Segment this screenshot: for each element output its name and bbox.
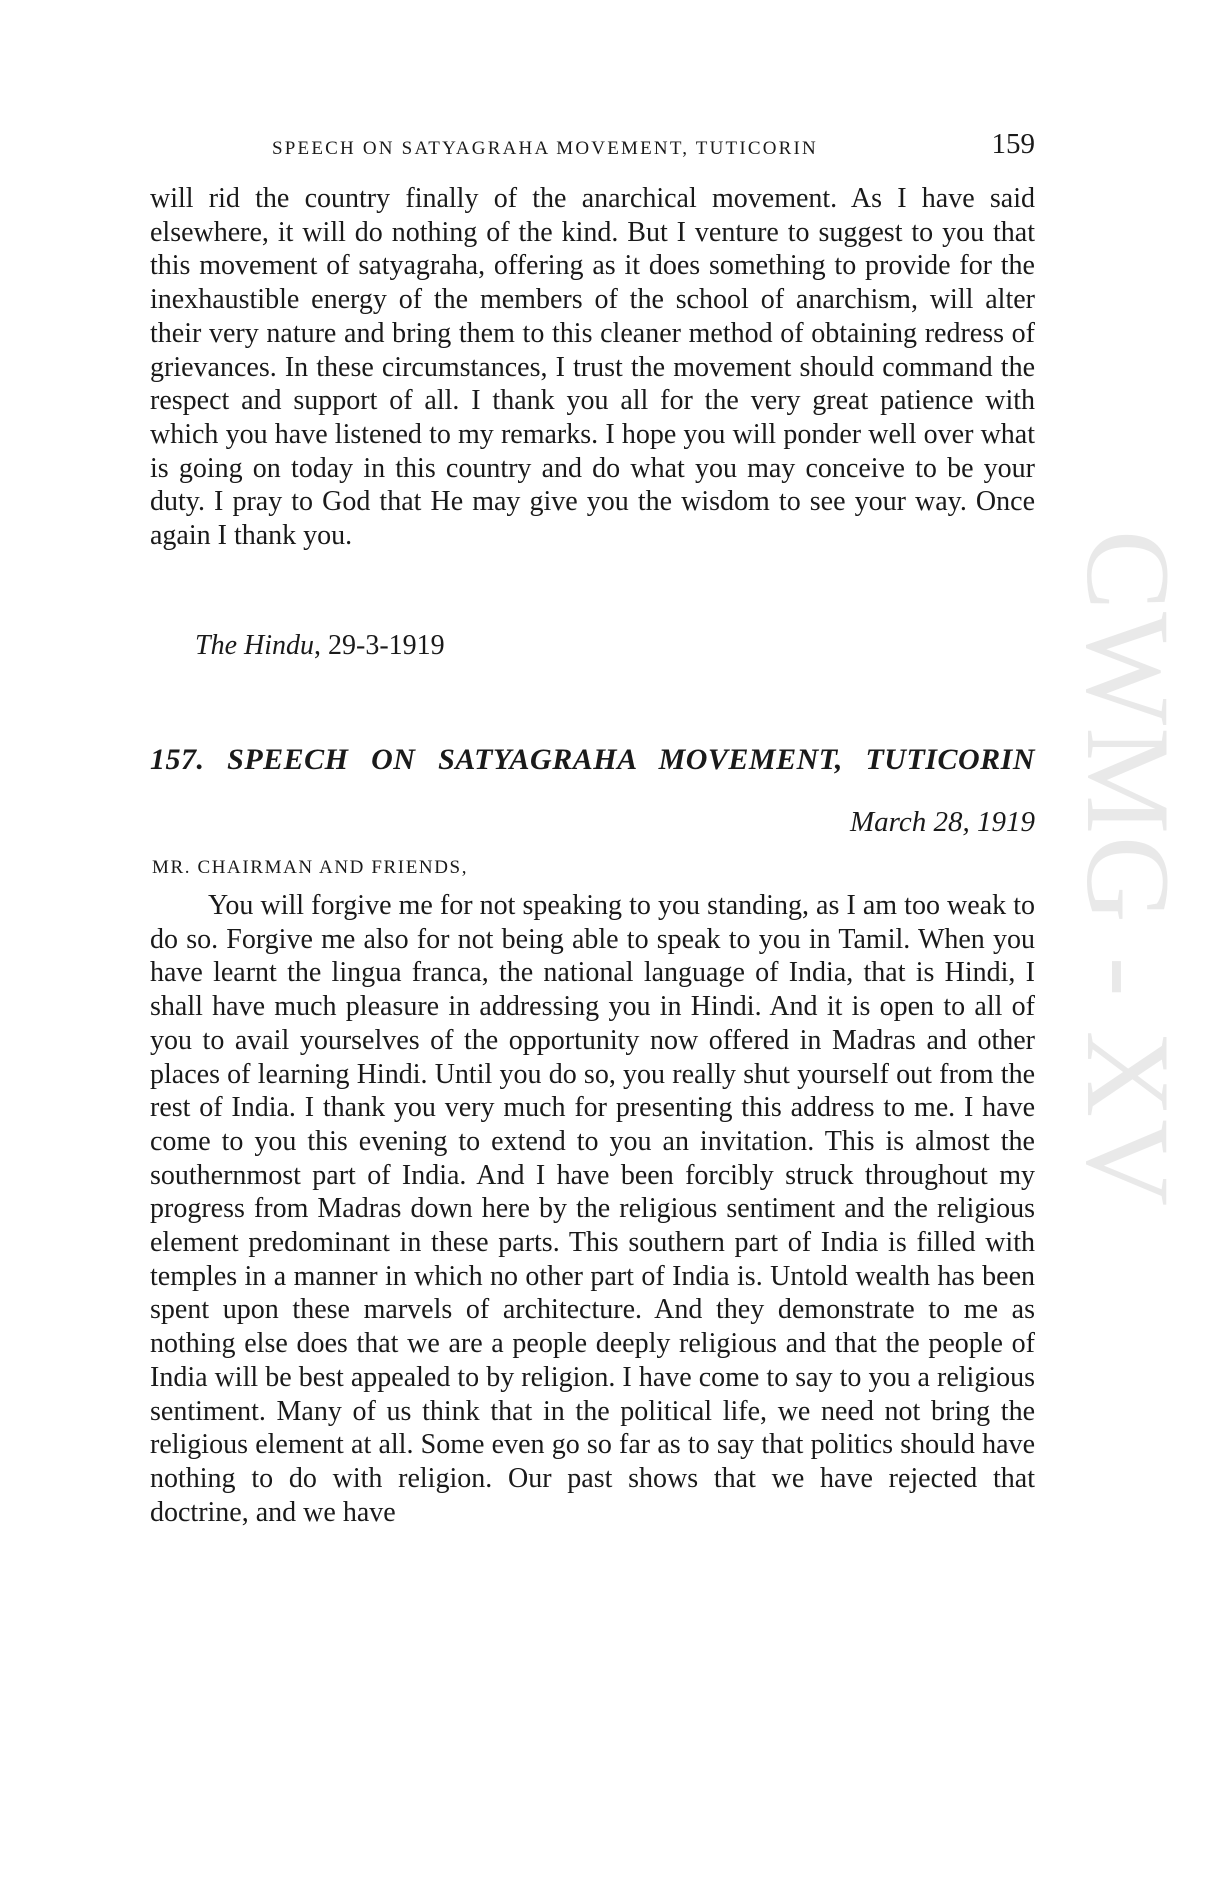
running-header [150,128,1035,168]
running-title: SPEECH ON SATYAGRAHA MOVEMENT, TUTICORIN [272,138,818,159]
source-date: , 29-3-1919 [314,630,445,661]
watermark-text: CWMG - XV [1062,530,1195,1208]
speech-paragraph: You will forgive me for not speaking to you standing, as I am too weak to do so. Forgive me also for not being able to speak to you in Tamil. When you have learnt the lingua franca, the national language of India, that is Hindi, I shall have much pleasure in addressing you in Hindi. And it is open to all of you to avail yourselves of the opportunity now offered in Madras and other places of learning Hindi. Until you do so, you really shut yourself out from the rest of India. I thank you very much for presenting this address to me. I have come to you this evening to extend to you an invitation. This is almost the southernmost part of India. And I have been forcibly struck throughout my progress from Madras down here by the religious sentiment and the religious element predominant in these parts. This southern part of India is filled with temples in a manner in which no other part of India is. Untold wealth has been spent upon these marvels of architecture. And they demonstrate to me as nothing else does that we are a people deeply religious and that the people of India will be best appealed to by religion. I have come to say to you a religious sentiment. Many of us think that in the political life, we need not bring the religious element at all. Some even go so far as to say that politics should have nothing to do with religion. Our past shows that we have rejected that doctrine, and we have [150,890,1035,1528]
source-journal: The Hindu [195,630,314,661]
salutation: MR. CHAIRMAN AND FRIENDS, [152,857,469,878]
cwmg-watermark [1062,530,1202,1390]
document-date: March 28, 1919 [850,806,1035,838]
page-number: 159 [991,128,1035,160]
source-citation [195,630,445,662]
document-heading: 157. SPEECH ON SATYAGRAHA MOVEMENT, TUTICORIN [150,743,1035,776]
continuation-paragraph: will rid the country finally of the anarchical movement. As I have said elsewhere, it will do nothing of the kind. But I venture to suggest to you that this movement of satyagraha, offering as it does something to provide for the inexhaustible energy of the members of the school of anarchism, will alter their very nature and bring them to this cleaner method of obtaining redress of grievances. In these circumstances, I trust the movement should command the respect and support of all. I thank you all for the very great patience with which you have listened to my remarks. I hope you will ponder well over what is going on today in this country and do what you may conceive to be your duty. I pray to God that He may give you the wisdom to see your way. Once again I thank you. [150,183,1035,552]
book-page [150,0,1035,1890]
